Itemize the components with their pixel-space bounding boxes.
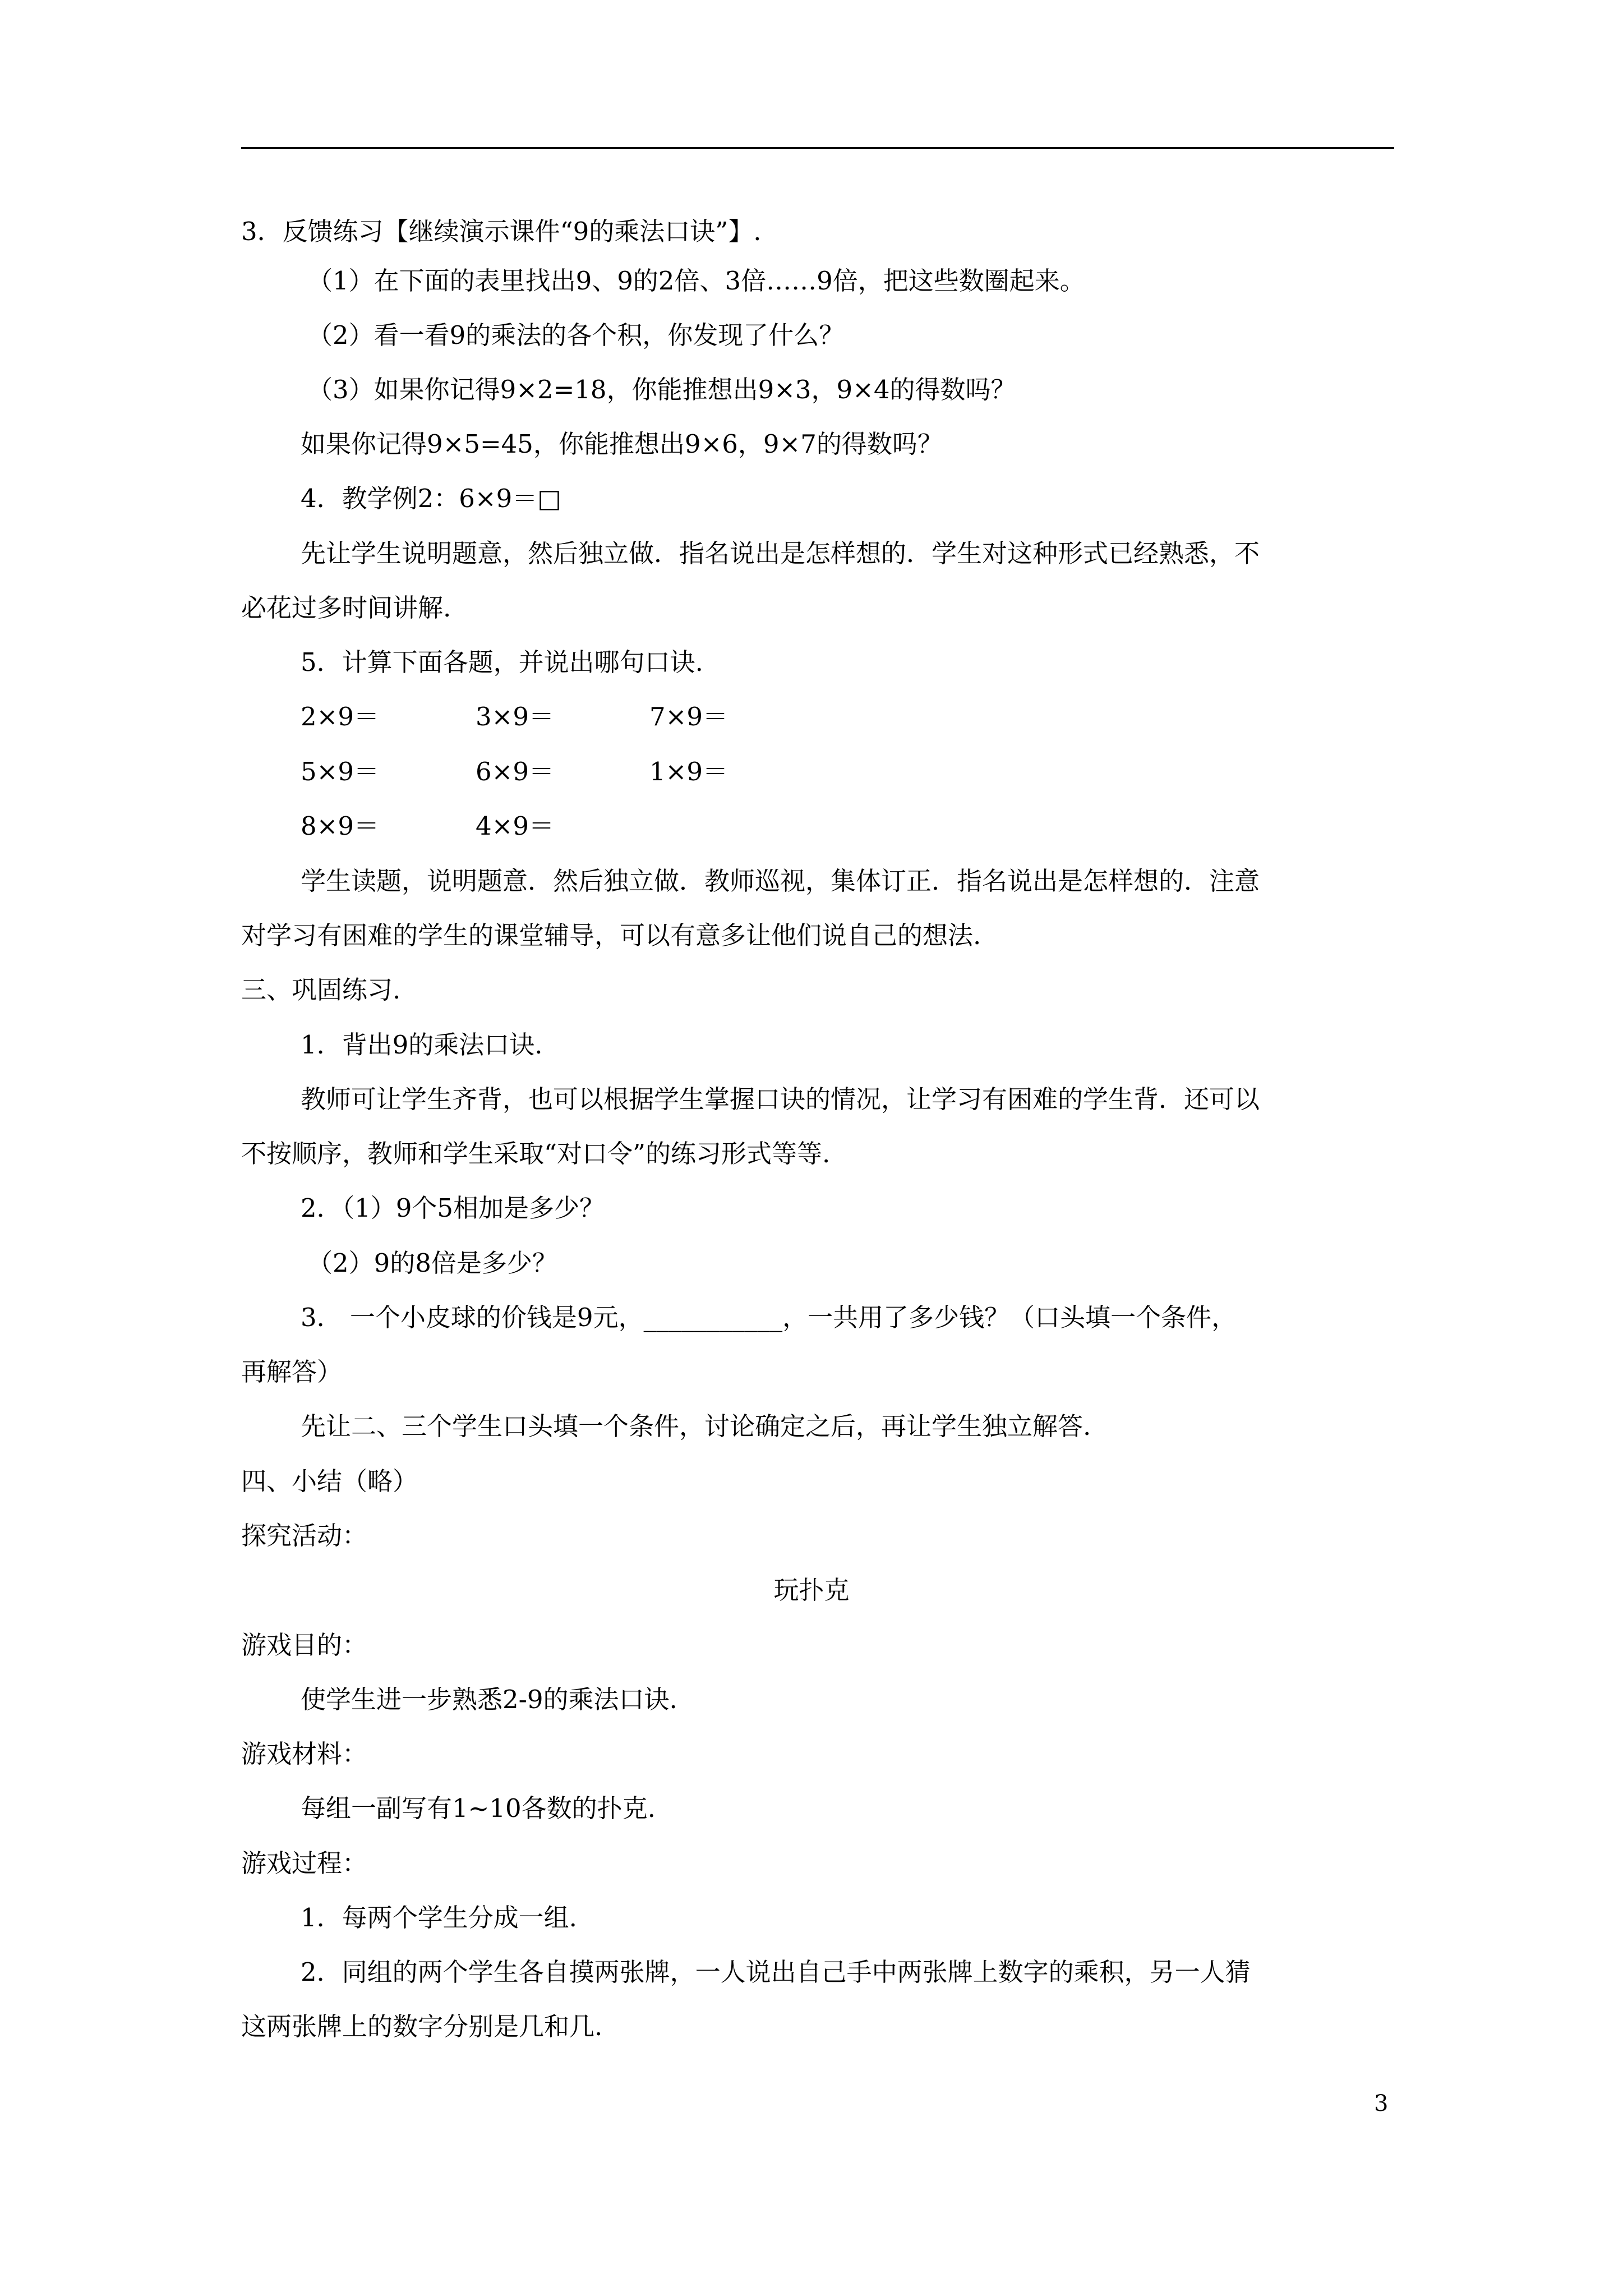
item-5-calc: 5．计算下面各题，并说出哪句口诀. xyxy=(301,647,703,677)
section-heading: 游戏材料： xyxy=(241,1739,368,1769)
section-heading: 三、巩固练习. xyxy=(241,975,401,1005)
paragraph-line: 再解答） xyxy=(241,1357,343,1387)
sub-item-3: （3）如果你记得9×2=18，你能推想出9×3，9×4的得数吗？ xyxy=(307,375,1016,404)
paragraph-line: 使学生进一步熟悉2-9的乘法口诀. xyxy=(301,1685,677,1714)
paragraph-line: 先让二、三个学生口头填一个条件，讨论确定之后，再让学生独立解答. xyxy=(301,1411,1091,1441)
exercise-item: 6×9＝ xyxy=(476,757,554,786)
paragraph-line: 3． 一个小皮球的价钱是9元，___________，一共用了多少钱？（口头填一个条件， xyxy=(301,1303,1237,1332)
section-heading: 游戏过程： xyxy=(241,1848,368,1878)
exercise-item: 4×9＝ xyxy=(476,811,554,841)
page-number: 3 xyxy=(1374,2091,1389,2116)
paragraph-line: （2）9的8倍是多少？ xyxy=(307,1248,557,1278)
sub-item-1: （1）在下面的表里找出9、9的2倍、3倍……9倍，把这些数圈起来。 xyxy=(307,266,1085,296)
header-rule xyxy=(241,147,1394,149)
paragraph-line: 1．每两个学生分成一组. xyxy=(301,1903,577,1932)
paragraph-line: 这两张牌上的数字分别是几和几. xyxy=(241,2012,603,2041)
paragraph-line: 对学习有困难的学生的课堂辅导，可以有意多让他们说自己的想法. xyxy=(241,921,981,950)
exercise-item: 7×9＝ xyxy=(649,702,728,731)
exercise-item: 8×9＝ xyxy=(301,811,379,841)
paragraph-line: 学生读题，说明题意．然后独立做．教师巡视，集体订正．指名说出是怎样想的．注意 xyxy=(301,866,1260,896)
item-4-example: 4．教学例2：6×9＝□ xyxy=(301,484,561,513)
paragraph-line: 教师可让学生齐背，也可以根据学生掌握口诀的情况，让学习有困难的学生背．还可以 xyxy=(301,1084,1260,1114)
exercise-item: 1×9＝ xyxy=(649,757,728,786)
paragraph-line: 1．背出9的乘法口诀. xyxy=(301,1030,543,1060)
activity-title: 玩扑克 xyxy=(773,1575,850,1605)
paragraph-line: 不按顺序，教师和学生采取“对口令”的练习形式等等. xyxy=(241,1139,831,1168)
section-heading: 游戏目的： xyxy=(241,1630,368,1660)
paragraph-line: 2．同组的两个学生各自摸两张牌，一人说出自己手中两张牌上数字的乘积，另一人猜 xyxy=(301,1957,1251,1987)
paragraph-line: 先让学生说明题意，然后独立做．指名说出是怎样想的．学生对这种形式已经熟悉，不 xyxy=(301,539,1260,568)
item-3-feedback: 3．反馈练习【继续演示课件“9的乘法口诀”】. xyxy=(241,217,762,246)
sub-item-2: （2）看一看9的乘法的各个积，你发现了什么？ xyxy=(307,320,845,350)
section-heading: 探究活动： xyxy=(241,1521,368,1550)
paragraph-line: 每组一副写有1~10各数的扑克. xyxy=(301,1793,656,1823)
exercise-item: 3×9＝ xyxy=(476,702,554,731)
paragraph-line: 2．（1）9个5相加是多少？ xyxy=(301,1193,605,1223)
paragraph-line: 如果你记得9×5=45，你能推想出9×6，9×7的得数吗？ xyxy=(301,429,943,459)
section-heading: 四、小结（略） xyxy=(241,1466,418,1496)
exercise-item: 2×9＝ xyxy=(301,702,379,731)
exercise-item: 5×9＝ xyxy=(301,757,379,786)
paragraph-line: 必花过多时间讲解. xyxy=(241,593,451,623)
